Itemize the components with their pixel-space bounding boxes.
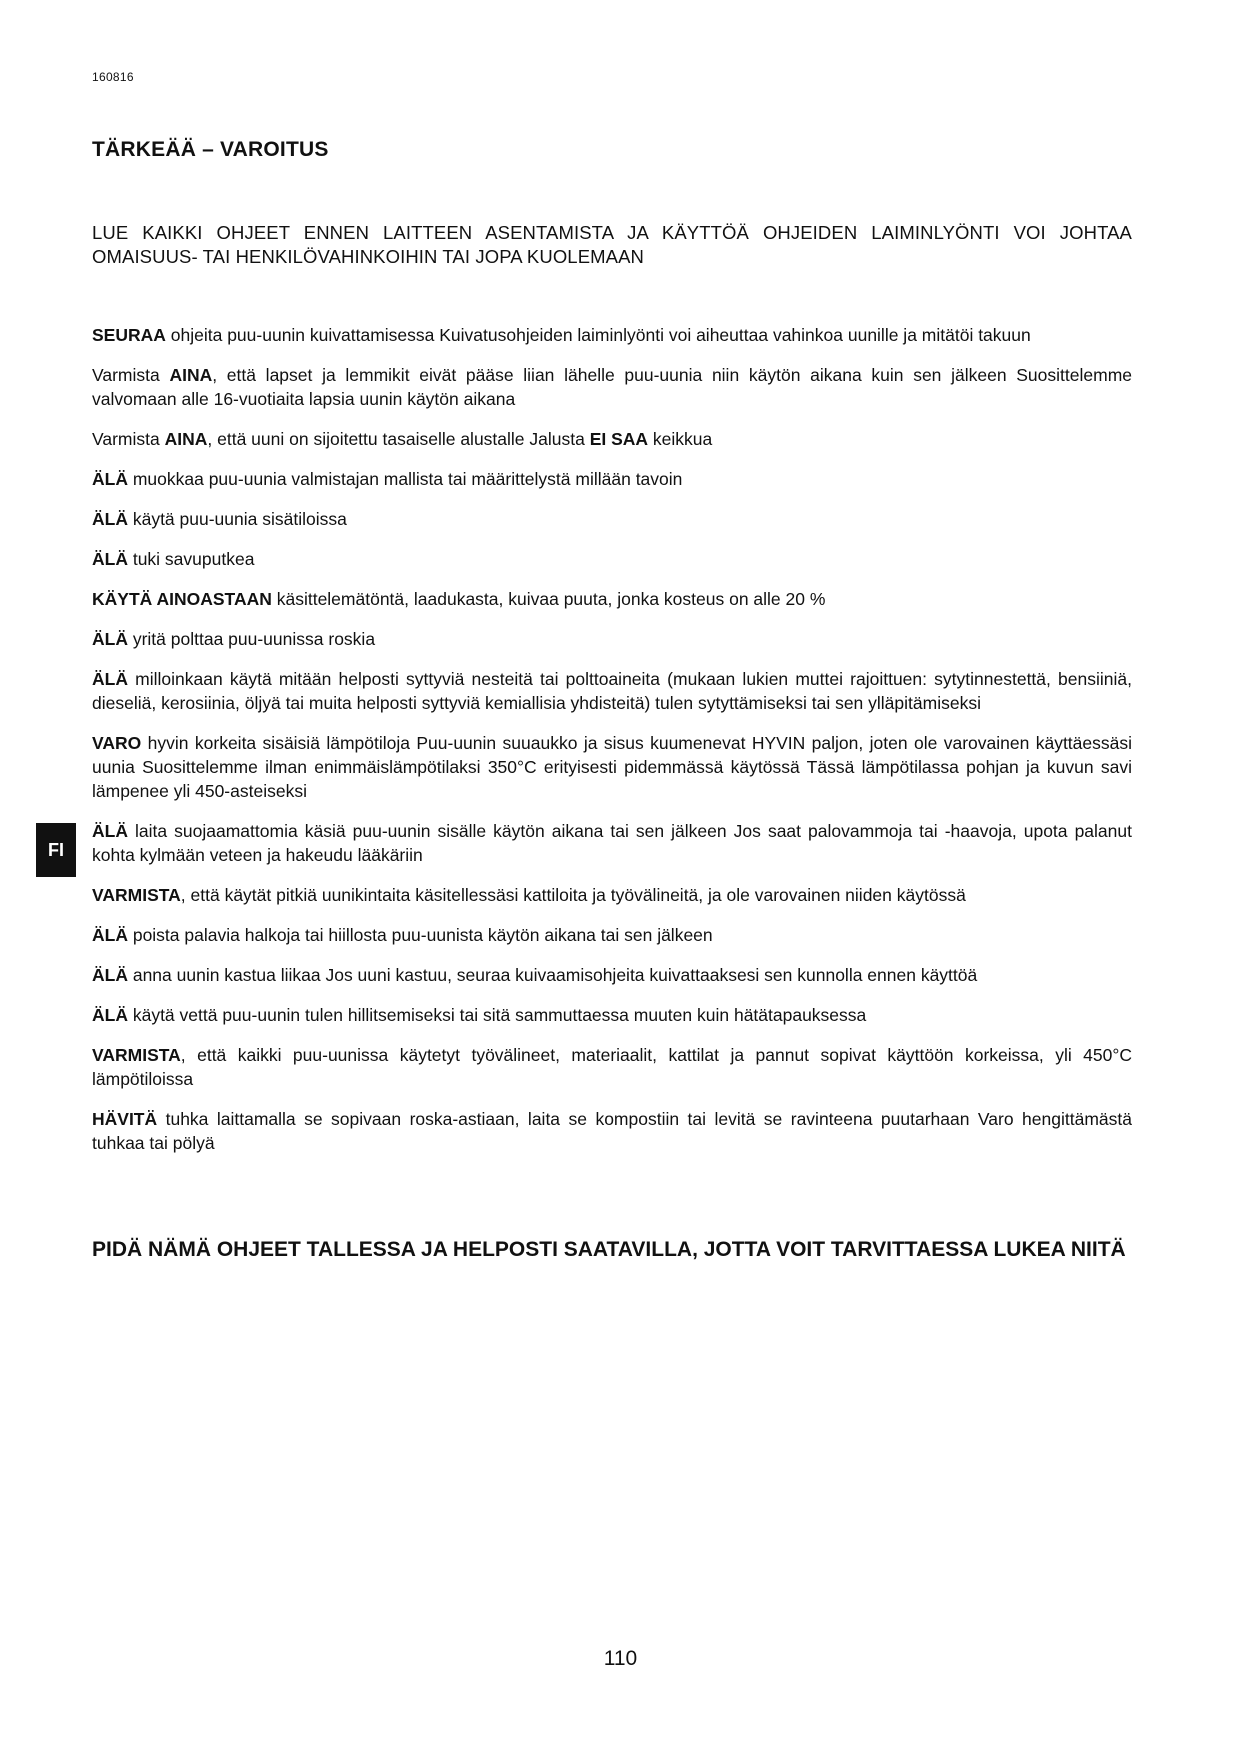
document-code: 160816 [92,70,134,84]
warning-item: ÄLÄ tuki savuputkea [92,549,255,569]
page-number: 110 [603,1647,638,1670]
warning-item: ÄLÄ käytä vettä puu-uunin tulen hillitsemiseksi tai sitä sammuttaessa muuten kuin hätätapauksessa [92,1005,867,1025]
warning-item: ÄLÄ käytä puu-uunia sisätiloissa [92,509,347,529]
warning-item: HÄVITÄ tuhka laittamalla se sopivaan roska-astiaan, laita se kompostiin tai levitä se ravinteena puutarhaan Varo hengittämästä tuhkaa tai pölyä [92,1109,1132,1153]
warning-item: ÄLÄ laita suojaamattomia käsiä puu-uunin sisälle käytön aikana tai sen jälkeen Jos saat palovammoja tai -haavoja, upota palanut kohta kylmään veteen ja hakeudu lääkäriin [92,821,1132,865]
warning-item: ÄLÄ muokkaa puu-uunia valmistajan mallista tai määrittelystä millään tavoin [92,469,683,489]
warning-item: ÄLÄ anna uunin kastua liikaa Jos uuni kastuu, seuraa kuivaamisohjeita kuivattaaksesi sen kunnolla ennen käyttöä [92,965,978,985]
warning-item: ÄLÄ poista palavia halkoja tai hiillosta puu-uunista käytön aikana tai sen jälkeen [92,925,713,945]
language-tab: FI [36,823,76,877]
warning-item: VARMISTA, että käytät pitkiä uunikintaita käsitellessäsi kattiloita ja työvälineitä, ja ole varovainen niiden käytössä [92,885,966,905]
warning-list [92,323,1132,1171]
warning-item: KÄYTÄ AINOASTAAN käsittelemätöntä, laadukasta, kuivaa puuta, jonka kosteus on alle 20 % [92,589,826,609]
footer-title: PIDÄ NÄMÄ OHJEET TALLESSA JA HELPOSTI SAATAVILLA, JOTTA VOIT TARVITTAESSA LUKEA NIITÄ [92,1238,1126,1261]
intro-warning: LUE KAIKKI OHJEET ENNEN LAITTEEN ASENTAMISTA JA KÄYTTÖÄ OHJEIDEN LAIMINLYÖNTI VOI JOHTAA OMAISUUS- TAI HENKILÖVAHINKOIHIN TAI JOPA KUOLEMAAN [92,222,1132,267]
warning-item: ÄLÄ milloinkaan käytä mitään helposti syttyviä nesteitä tai polttoaineita (mukaan lukien muttei rajoittuen: sytytinnestettä, bensiiniä, dieseliä, kerosiinia, öljyä tai muita helposti syttyviä kemiallisia yhdisteitä) tulen sytyttämiseksi tai sen ylläpitämiseksi [92,669,1132,713]
warning-item: ÄLÄ yritä polttaa puu-uunissa roskia [92,629,376,649]
page-title: TÄRKEÄÄ – VAROITUS [92,138,329,161]
warning-item: Varmista AINA, että lapset ja lemmikit eivät pääse liian lähelle puu-uunia niin käytön aikana kuin sen jälkeen Suosittelemme valvomaan alle 16-vuotiaita lapsia uunin käytön aikana [92,365,1132,409]
warning-item: VARMISTA, että kaikki puu-uunissa käytetyt työvälineet, materiaalit, kattilat ja pannut sopivat käyttöön korkeissa, yli 450°C lämpötiloissa [92,1045,1132,1089]
warning-item: VARO hyvin korkeita sisäisiä lämpötiloja Puu-uunin suuaukko ja sisus kuumenevat HYVIN paljon, joten ole varovainen käyttäessäsi uunia Suosittelemme ilman enimmäislämpötilaksi 350°C erityisesti pidemmässä käytössä Tässä lämpötilassa pohjan ja kuvun savi lämpenee yli 450-asteiseksi [92,733,1132,801]
warning-item: SEURAA ohjeita puu-uunin kuivattamisessa Kuivatusohjeiden laiminlyönti voi aiheuttaa vahinkoa uunille ja mitätöi takuun [92,325,1031,345]
warning-item: Varmista AINA, että uuni on sijoitettu tasaiselle alustalle Jalusta EI SAA keikkua [92,429,713,449]
